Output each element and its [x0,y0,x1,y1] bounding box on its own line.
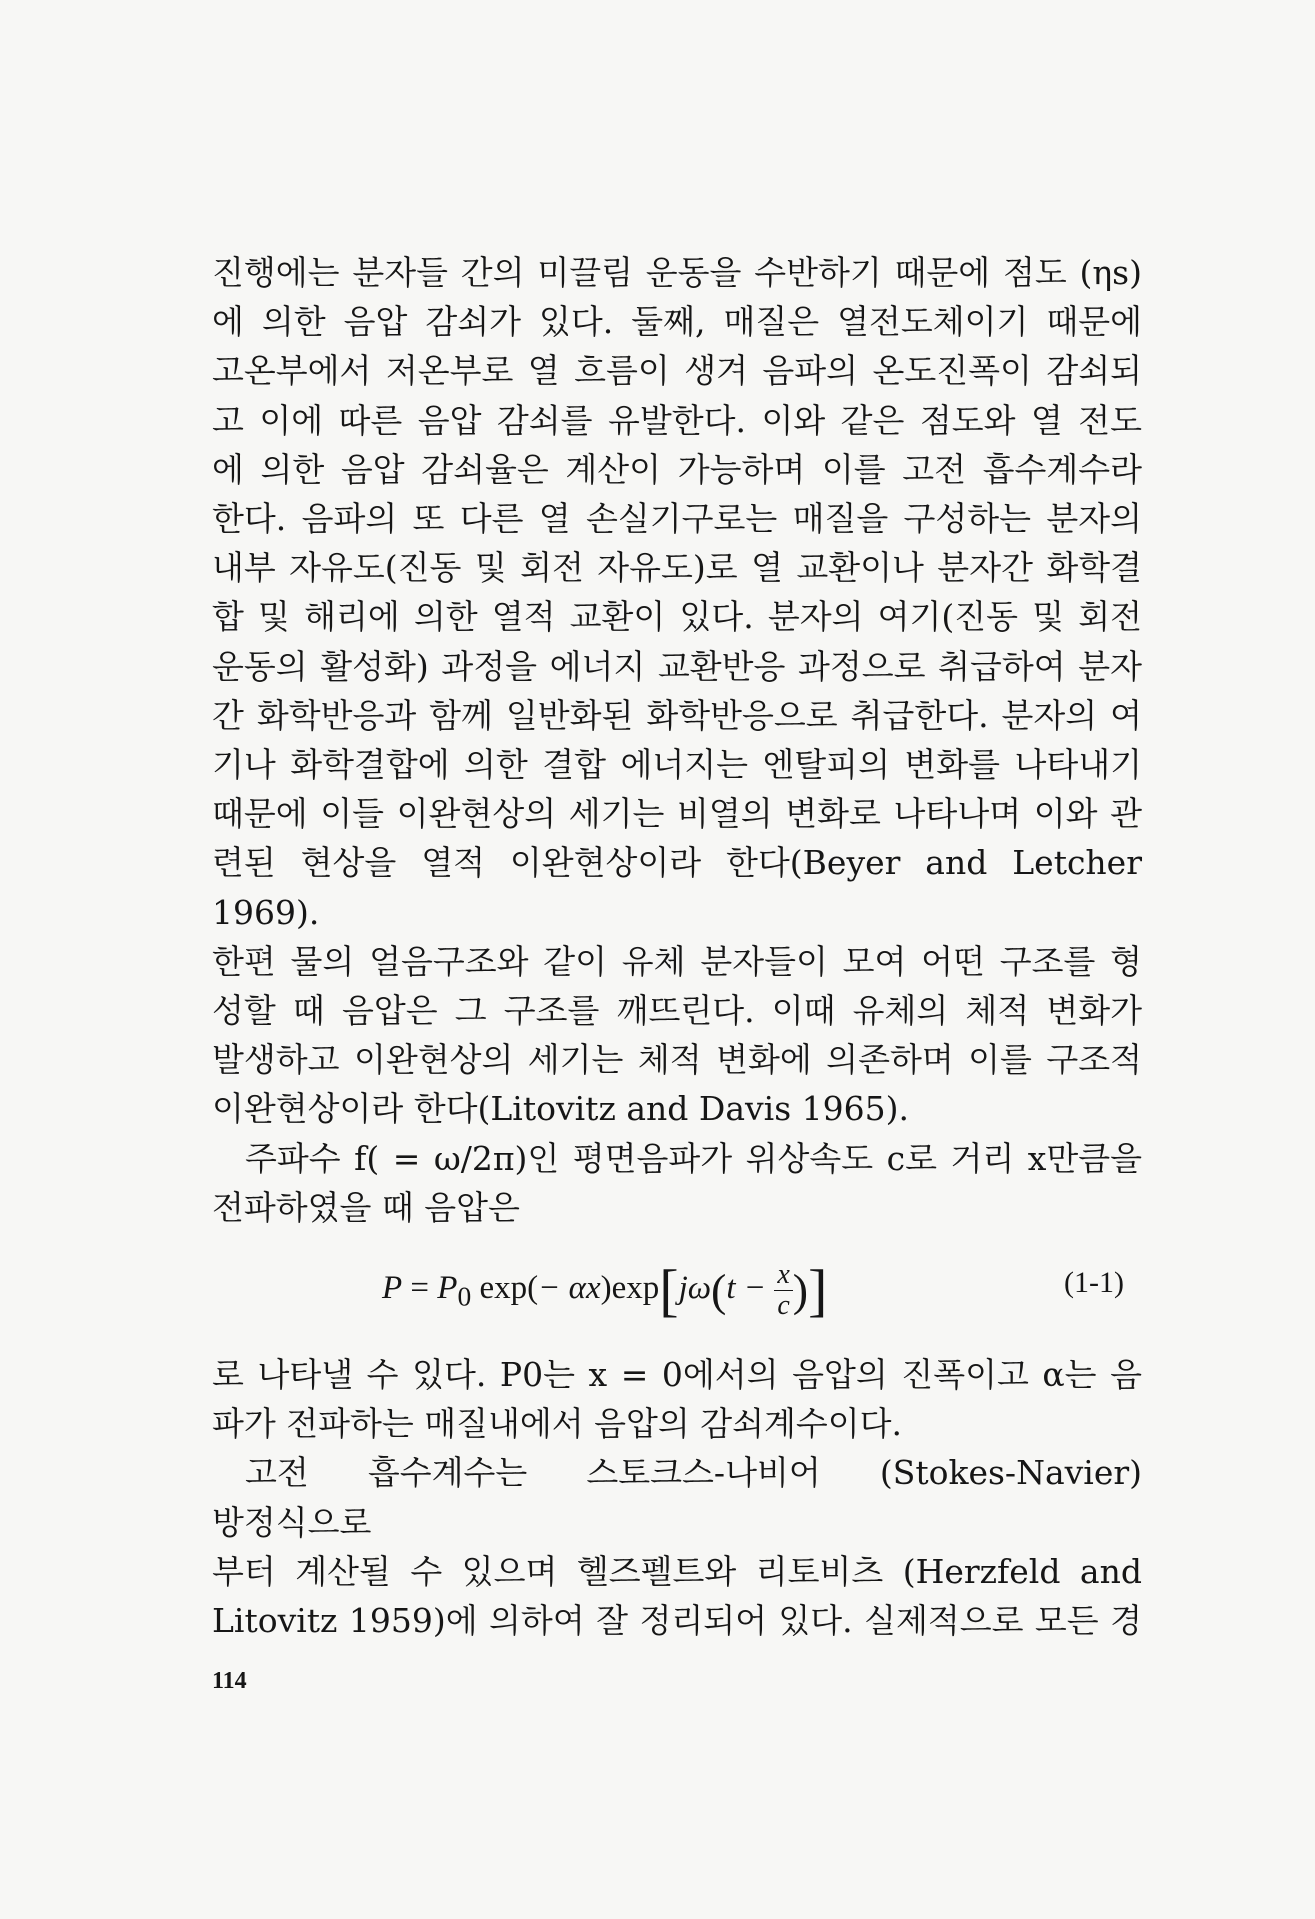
text-line: 고온부에서 저온부로 열 흐름이 생겨 음파의 온도진폭이 감쇠되 [212,351,1142,391]
eq-t: t − [726,1270,767,1307]
text-line: 성할 때 음압은 그 구조를 깨뜨린다. 이때 유체의 체적 변화가 [212,991,1142,1031]
text-line: 발생하고 이완현상의 세기는 체적 변화에 의존하며 이를 구조적 [212,1040,1142,1080]
paragraph-3 [212,1350,1142,1448]
eq-j-omega: jω [678,1270,712,1307]
text-line: 이완현상이라 한다(Litovitz and Davis 1965). [212,1089,909,1129]
eq-frac-num: x [774,1260,792,1291]
text-line: 운동의 활성화) 과정을 에너지 교환반응 과정으로 취급하여 분자 [212,646,1142,686]
text-line: 간 화학반응과 함께 일반화된 화학반응으로 취급한다. 분자의 여 [212,695,1142,735]
eq-fraction [774,1260,792,1321]
text-line: 파가 전파하는 매질내에서 음압의 감쇠계수이다. [212,1404,903,1444]
text-line: 고 이에 따른 음압 감쇠를 유발한다. 이와 같은 점도와 열 전도 [212,400,1142,440]
text-line: 한편 물의 얼음구조와 같이 유체 분자들이 모여 어떤 구조를 형 [212,941,1142,981]
open-bracket: [ [659,1257,679,1323]
eq-frac-den: c [777,1290,790,1322]
open-paren: ( [711,1264,727,1316]
text-line: Litovitz 1959)에 의하여 잘 정리되어 있다. 실제적으로 모든 경 [212,1601,1142,1641]
text-line: 주파수 f( = ω/2π)인 평면음파가 위상속도 c로 거리 x만큼을 [245,1138,1142,1178]
equation-1-1 [212,1232,1142,1350]
equation-number: (1-1) [1064,1266,1124,1300]
paragraph-2 [212,1134,1142,1232]
paragraph-4 [212,1448,1142,1645]
eq-equals: = [410,1270,430,1307]
eq-exp1-arg: − αx [538,1270,601,1307]
eq-exp1: exp( [479,1270,539,1307]
text-line: 에 의한 음압 감쇠가 있다. 둘째, 매질은 열전도체이기 때문에 [212,302,1142,342]
text-line: 기나 화학결합에 의한 결합 에너지는 엔탈피의 변화를 나타내기 [212,745,1142,785]
text-line: 로 나타낼 수 있다. P0는 x = 0에서의 음압의 진폭이고 α는 음 [212,1355,1142,1395]
text-line: 때문에 이들 이완현상의 세기는 비열의 변화로 나타나며 이와 관 [212,794,1142,834]
eq-exp1-close: )exp [600,1270,660,1307]
text-line: 내부 자유도(진동 및 회전 자유도)로 열 교환이나 분자간 화학결 [212,548,1142,588]
eq-lhs: P [382,1270,403,1307]
equation-body [382,1257,828,1323]
eq-p0: P [437,1270,458,1307]
text-line: 전파하였을 때 음압은 [212,1187,520,1227]
page-number: 114 [212,1668,247,1694]
close-paren: ) [792,1264,809,1316]
text-line: 부터 계산될 수 있으며 헬즈펠트와 리토비츠 (Herzfeld and [212,1551,1142,1591]
text-line: 한다. 음파의 또 다른 열 손실기구로는 매질을 구성하는 분자의 [212,499,1142,539]
body-text [212,248,1142,1645]
text-line: 합 및 해리에 의한 열적 교환이 있다. 분자의 여기(진동 및 회전 [212,597,1142,637]
text-line: 에 의한 음압 감쇠율은 계산이 가능하며 이를 고전 흡수계수라 [212,449,1142,489]
close-bracket: ] [808,1257,828,1323]
text-line: 련된 현상을 열적 이완현상이라 한다(Beyer and Letcher 1969). [212,843,1142,932]
paragraph-1 [212,248,1142,1134]
text-line: 진행에는 분자들 간의 미끌림 운동을 수반하기 때문에 점도 (ηs) [212,253,1142,292]
eq-p0-sub: 0 [457,1280,472,1312]
text-line: 고전 흡수계수는 스토크스-나비어 (Stokes-Navier) 방정식으로 [212,1453,1142,1542]
